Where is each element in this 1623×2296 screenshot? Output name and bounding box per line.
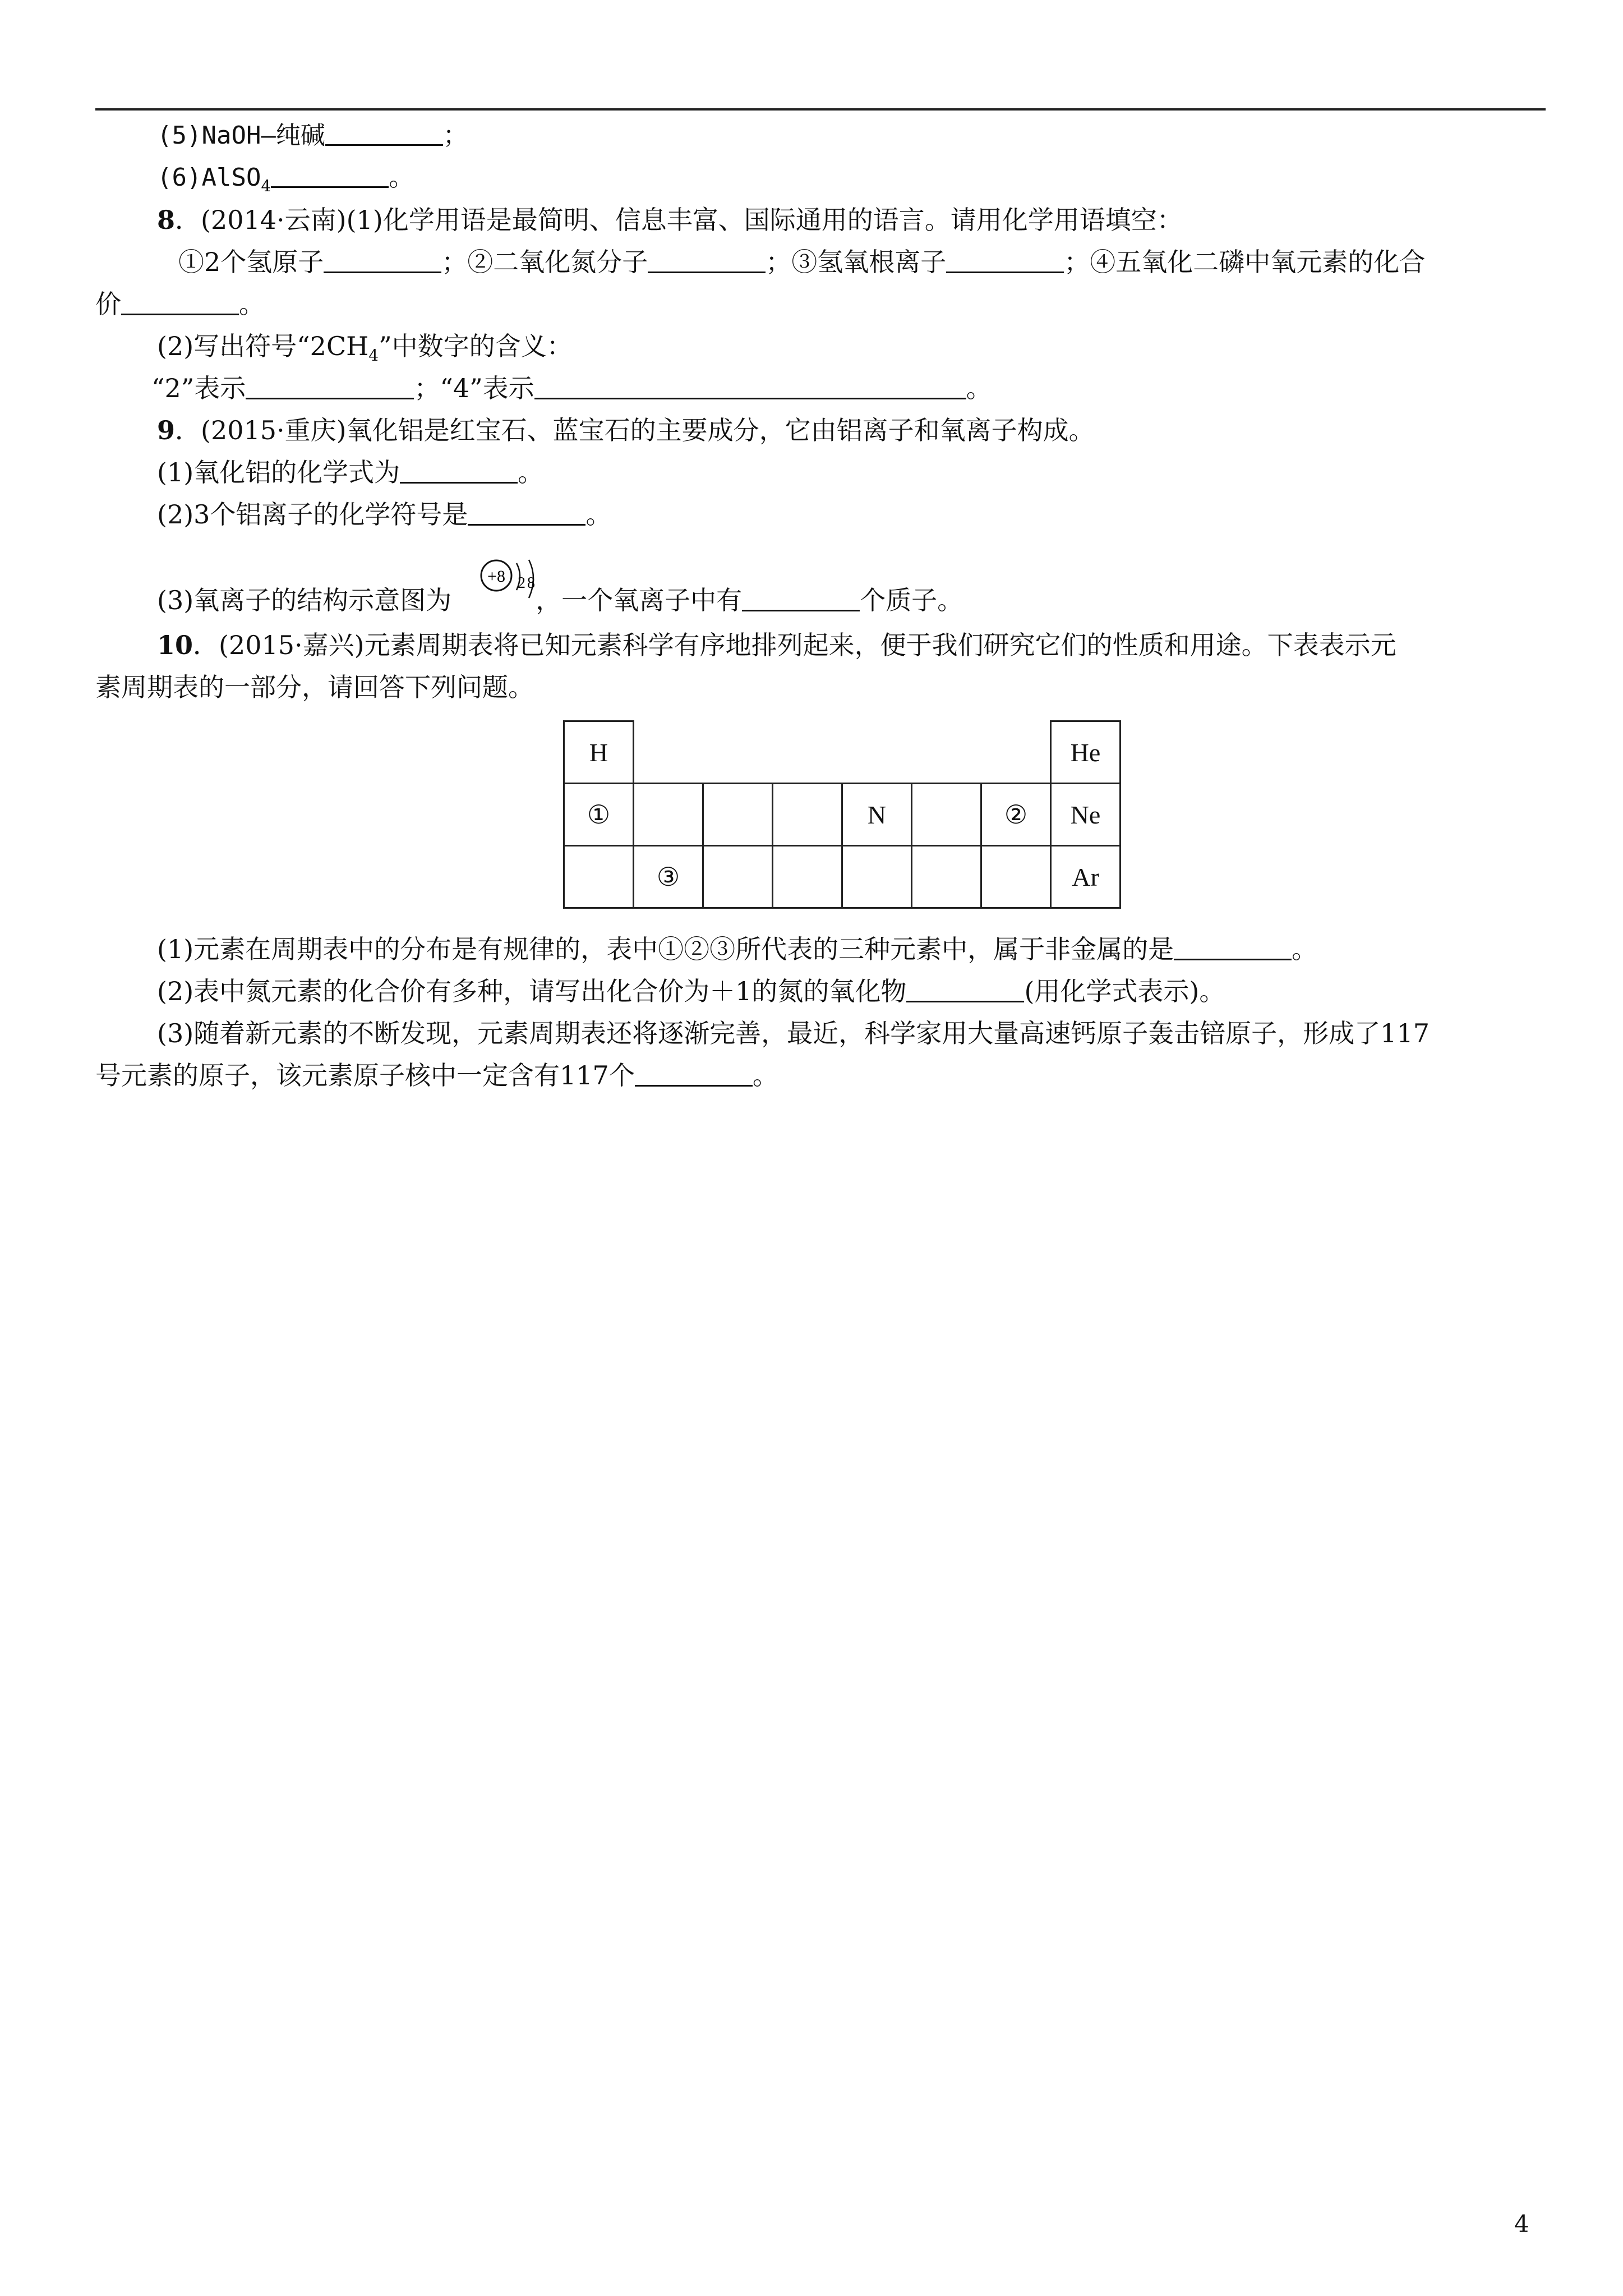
table-cell: He	[1051, 721, 1121, 784]
answer-blank[interactable]	[742, 585, 860, 611]
table-cell	[842, 846, 912, 908]
table-cell	[634, 784, 703, 846]
table-cell	[703, 721, 773, 784]
question-10-part3-cont: 号元素的原子，该元素原子核中一定含有117个 。	[95, 1060, 778, 1091]
answer-blank[interactable]	[468, 499, 585, 526]
answer-blank[interactable]	[635, 1060, 753, 1087]
question-10-part1: (1)元素在周期表中的分布是有规律的，表中①②③所代表的三种元素中，属于非金属的是 。	[157, 934, 1318, 964]
answer-blank[interactable]	[246, 373, 414, 399]
table-cell	[912, 846, 981, 908]
table-cell	[703, 784, 773, 846]
table-cell	[981, 846, 1051, 908]
question-9: 9．(2015·重庆)氧化铝是红宝石、蓝宝石的主要成分，它由铝离子和氧离子构成。	[157, 415, 1095, 445]
question-8-part2-answers: “2”表示 ；“4”表示 。	[151, 373, 992, 403]
page-number: 4	[1514, 2210, 1529, 2238]
question-9-part3: (3)氧离子的结构示意图为 ，一个氧离子中有 个质子。	[157, 585, 963, 615]
table-cell: N	[842, 784, 912, 846]
table-cell	[912, 784, 981, 846]
table-cell: Ar	[1051, 846, 1121, 908]
table-cell	[773, 846, 842, 908]
line-5: (5)NaOH—纯碱 ；	[157, 118, 468, 153]
question-10-cont: 素周期表的一部分，请回答下列问题。	[95, 672, 534, 702]
table-row	[564, 721, 1121, 784]
table-cell: H	[564, 721, 634, 784]
table-cell	[773, 721, 842, 784]
table-cell	[634, 721, 703, 784]
table-row	[564, 846, 1121, 908]
header-rule	[95, 108, 1546, 111]
question-10-part3: (3)随着新元素的不断发现，元素周期表还将逐渐完善，最近，科学家用大量高速钙原子轰击锫原子，形成了117	[157, 1018, 1430, 1048]
question-8-part2: (2)写出符号“$2CH_4$”中数字的含义：	[157, 331, 573, 365]
table-cell	[912, 721, 981, 784]
shell-1-electrons: 2	[518, 574, 525, 592]
answer-blank[interactable]	[121, 289, 239, 315]
question-9-part1: (1)氧化铝的化学式为 。	[157, 457, 544, 487]
answer-blank[interactable]	[946, 247, 1064, 273]
question-8: 8．(2014·云南)(1)化学用语是最简明、信息丰富、国际通用的语言。请用化学用语填空：	[157, 205, 1183, 235]
answer-blank[interactable]	[648, 247, 766, 273]
table-cell: ②	[981, 784, 1051, 846]
table-cell: ③	[634, 846, 703, 908]
answer-blank[interactable]	[534, 373, 966, 399]
table-cell	[842, 721, 912, 784]
answer-blank[interactable]	[906, 976, 1024, 1002]
question-9-part2: (2)3个铝离子的化学符号是 。	[157, 499, 612, 530]
answer-blank[interactable]	[400, 457, 518, 484]
table-cell	[981, 721, 1051, 784]
answer-blank[interactable]	[271, 162, 389, 188]
question-8-part1-cont: 价 。	[95, 289, 265, 319]
answer-blank[interactable]	[1174, 934, 1292, 960]
answer-blank[interactable]	[324, 247, 441, 273]
shell-2-electrons: 8	[527, 574, 535, 592]
table-cell: ①	[564, 784, 634, 846]
table-cell	[773, 784, 842, 846]
table-cell: Ne	[1051, 784, 1121, 846]
periodic-table	[563, 720, 1121, 909]
answer-blank[interactable]	[325, 119, 443, 146]
question-10: 10．(2015·嘉兴)元素周期表将已知元素科学有序地排列起来，便于我们研究它们的性质和用途。下表表示元	[157, 630, 1396, 660]
table-row	[564, 784, 1121, 846]
table-cell	[564, 846, 634, 908]
table-cell	[703, 846, 773, 908]
line-6: (6)AlSO$_4$ 。	[157, 162, 415, 195]
nucleus-charge: +8	[487, 567, 505, 586]
question-10-part2: (2)表中氮元素的化合价有多种，请写出化合价为＋1的氮的氧化物 (用化学式表示)。	[157, 976, 1225, 1006]
question-8-part1: ①2个氢原子 ；②二氧化氮分子 ；③氢氧根离子 ；④五氧化二磷中氧元素的化合	[178, 247, 1426, 277]
